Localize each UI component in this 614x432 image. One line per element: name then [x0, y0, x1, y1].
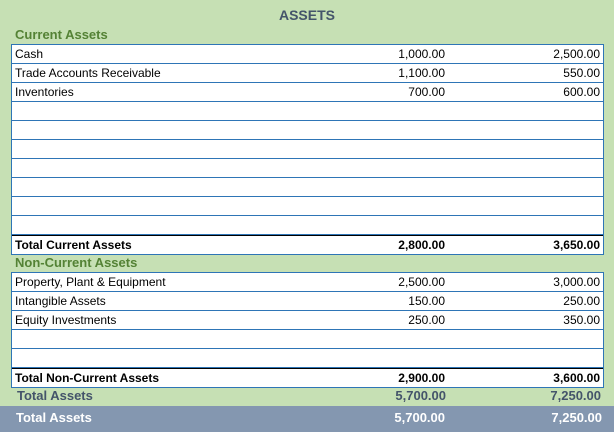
table-row[interactable] [12, 311, 603, 330]
table-row[interactable] [12, 121, 603, 140]
total-non-current-assets-row[interactable] [12, 368, 603, 387]
row-value-1: 1,000.00 [398, 47, 445, 61]
row-label: Property, Plant & Equipment [15, 275, 166, 289]
table-row[interactable] [12, 64, 603, 83]
row-value-1: 2,500.00 [398, 275, 445, 289]
row-label: Total Current Assets [15, 238, 132, 252]
row-value-2: 3,600.00 [553, 371, 600, 385]
total-assets-label: Total Assets [17, 388, 93, 403]
total-current-assets-row[interactable] [12, 235, 603, 254]
table-row[interactable] [12, 349, 603, 368]
grand-total-value-1: 5,700.00 [394, 410, 445, 425]
current-assets-table [11, 44, 604, 255]
table-row[interactable] [12, 83, 603, 102]
row-value-1: 250.00 [408, 313, 445, 327]
row-value-1: 700.00 [408, 85, 445, 99]
sheet-title[interactable]: ASSETS [278, 7, 335, 23]
row-value-2: 350.00 [563, 313, 600, 327]
row-value-2: 550.00 [563, 66, 600, 80]
row-value-2: 600.00 [563, 85, 600, 99]
table-row[interactable] [12, 159, 603, 178]
table-row[interactable] [12, 178, 603, 197]
row-value-1: 1,100.00 [398, 66, 445, 80]
grand-total-value-2: 7,250.00 [551, 410, 602, 425]
total-assets-value-2: 7,250.00 [550, 388, 601, 403]
row-value-2: 2,500.00 [553, 47, 600, 61]
non-current-assets-heading[interactable]: Non-Current Assets [15, 255, 138, 270]
table-row[interactable] [12, 216, 603, 235]
row-label: Cash [15, 47, 44, 61]
total-assets-value-1: 5,700.00 [395, 388, 446, 403]
row-label: Inventories [15, 85, 74, 99]
total-assets-summary-row[interactable] [14, 387, 604, 405]
row-label: Total Non-Current Assets [15, 371, 160, 385]
table-row[interactable] [12, 330, 603, 349]
row-value-1: 2,900.00 [398, 371, 445, 385]
row-value-1: 150.00 [408, 294, 445, 308]
row-label: Equity Investments [15, 313, 117, 327]
grand-total-band[interactable] [0, 406, 614, 432]
row-value-2: 250.00 [563, 294, 600, 308]
row-value-2: 3,000.00 [553, 275, 600, 289]
table-row[interactable] [12, 45, 603, 64]
table-row[interactable] [12, 140, 603, 159]
table-row[interactable] [12, 197, 603, 216]
current-assets-heading[interactable]: Current Assets [15, 27, 108, 42]
row-value-2: 3,650.00 [553, 238, 600, 252]
grand-total-label: Total Assets [16, 410, 92, 425]
table-row[interactable] [12, 102, 603, 121]
row-label: Trade Accounts Receivable [15, 66, 161, 80]
row-value-1: 2,800.00 [398, 238, 445, 252]
table-row[interactable] [12, 292, 603, 311]
row-label: Intangible Assets [15, 294, 106, 308]
non-current-assets-table [11, 272, 604, 388]
table-row[interactable] [12, 273, 603, 292]
